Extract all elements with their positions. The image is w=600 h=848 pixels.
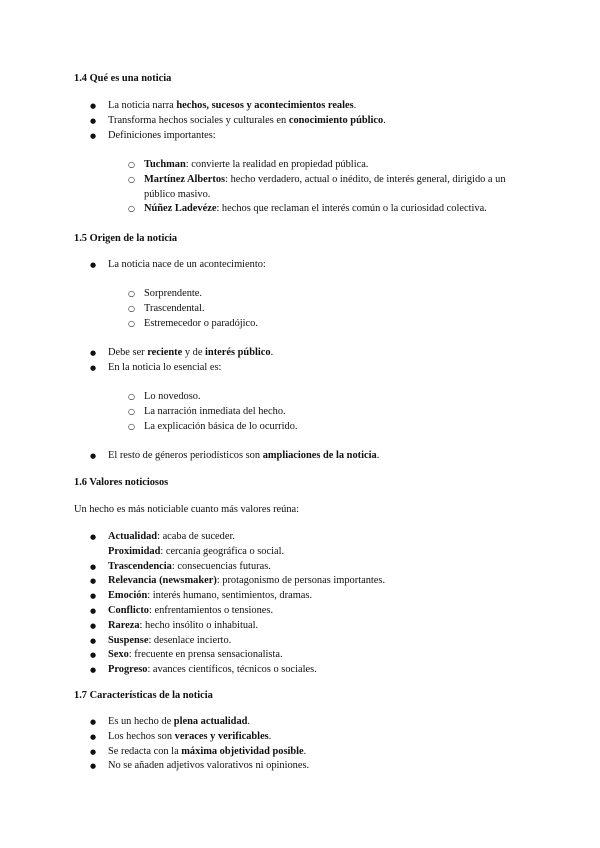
section-1-6-intro: Un hecho es más noticiable cuanto más valores reúna: — [74, 504, 300, 515]
list-item: ○ Lo novedoso. — [128, 390, 528, 405]
list-item: ● El resto de géneros periodísticos son ampliaciones de la noticia. — [90, 449, 520, 464]
list-item: ○ La narración inmediata del hecho. — [128, 405, 528, 420]
list-item: ○ Sorprendente. — [128, 287, 528, 302]
list-item: Proximidad: cercanía geográfica o social. — [108, 545, 285, 557]
list-item: ● La noticia narra hechos, sucesos y acontecimientos reales. — [90, 99, 520, 114]
list-1-5-origins — [128, 287, 528, 331]
list-item: ● No se añaden adjetivos valorativos ni opiniones. — [90, 759, 520, 774]
list-item: ● Es un hecho de plena actualidad. — [90, 715, 520, 730]
list-item: ○ Tuchman: convierte la realidad en propiedad pública. — [128, 158, 528, 173]
list-item: ● Definiciones importantes: — [90, 129, 520, 144]
list-1-6-values — [90, 530, 520, 678]
section-title-1-4: 1.4 Qué es una noticia — [74, 73, 172, 84]
list-item: ● Se redacta con la máxima objetividad posible. — [90, 745, 520, 760]
list-item: ○ Martínez Albertos: hecho verdadero, actual o inédito, de interés general, dirigido a un público masivo. — [128, 173, 528, 203]
list-1-5-b — [90, 346, 520, 376]
list-item: ● Transforma hechos sociales y culturales en conocimiento público. — [90, 114, 520, 129]
list-item: ● Trascendencia: consecuencias futuras. — [90, 560, 520, 575]
list-item: ● Relevancia (newsmaker): protagonismo de personas importantes. — [90, 574, 520, 589]
section-title-1-5: 1.5 Origen de la noticia — [74, 233, 178, 244]
list-item: ● Progreso: avances científicos, técnicos o sociales. — [90, 663, 520, 678]
list-item: ● Actualidad: acaba de suceder. — [90, 530, 520, 545]
list-item: ● La noticia nace de un acontecimiento: — [90, 258, 520, 273]
list-1-7-characteristics — [90, 715, 520, 774]
list-1-4 — [90, 99, 520, 143]
list-item: ○ La explicación básica de lo ocurrido. — [128, 420, 528, 435]
list-item: ● Los hechos son veraces y verificables. — [90, 730, 520, 745]
section-title-1-7: 1.7 Características de la noticia — [74, 690, 213, 701]
list-item: ● Debe ser reciente y de interés público. — [90, 346, 520, 361]
list-1-5-c — [90, 449, 520, 464]
list-item: ○ Núñez Ladevéze: hechos que reclaman el interés común o la curiosidad colectiva. — [128, 202, 528, 217]
list-item: ○ Trascendental. — [128, 302, 528, 317]
list-item: ● Emoción: interés humano, sentimientos, dramas. — [90, 589, 520, 604]
list-item: ○ Estremecedor o paradójico. — [128, 317, 528, 332]
list-item: ● Suspense: desenlace incierto. — [90, 634, 520, 649]
list-1-5-essentials — [128, 390, 528, 434]
list-item: ● Sexo: frecuente en prensa sensacionalista. — [90, 648, 520, 663]
list-1-4-definitions — [128, 158, 528, 217]
section-title-1-6: 1.6 Valores noticiosos — [74, 477, 169, 488]
list-item: ● Conflicto: enfrentamientos o tensiones. — [90, 604, 520, 619]
list-1-5-a — [90, 258, 520, 273]
list-item: ● Rareza: hecho insólito o inhabitual. — [90, 619, 520, 634]
list-item: ● En la noticia lo esencial es: — [90, 361, 520, 376]
